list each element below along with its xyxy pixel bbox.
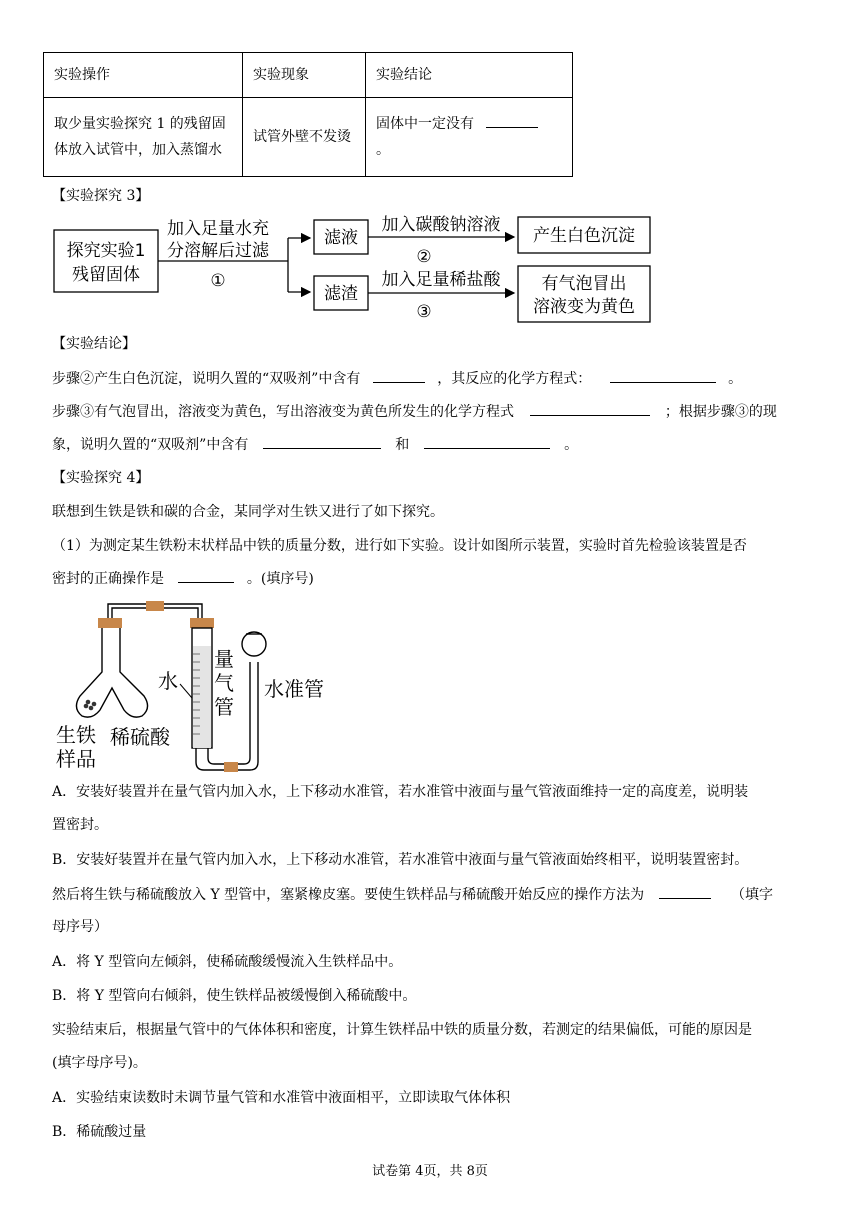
- section-title-4: 【实验探究 4】: [52, 470, 150, 486]
- label-water: 水: [158, 669, 178, 693]
- text-segment: 步骤③有气泡冒出，溶液变为黄色，写出溶液变为黄色所发生的化学方程式: [52, 404, 514, 420]
- result-3-text-1: 有气泡冒出: [541, 274, 627, 294]
- answer-blank[interactable]: [659, 884, 711, 899]
- label-level-tube: 水准管: [264, 677, 324, 701]
- answer-blank[interactable]: [530, 401, 650, 416]
- question-3-line-1: 实验结束后，根据量气管中的气体体积和密度，计算生铁样品中铁的质量分数，若测定的结果偏低，可能的原因是: [52, 1022, 752, 1038]
- table-row: [44, 98, 573, 177]
- conclusion-title: 【实验结论】: [52, 336, 136, 352]
- text-segment: 。(填序号): [246, 571, 314, 587]
- option-a2: A．将 Y 型管向左倾斜，使稀硫酸缓慢流入生铁样品中。: [52, 954, 403, 970]
- section-title-3: 【实验探究 3】: [52, 188, 150, 204]
- paragraph: 联想到生铁是铁和碳的合金，某同学对生铁又进行了如下探究。: [52, 504, 444, 520]
- step-2-marker: ②: [416, 247, 432, 267]
- step-1-marker: ①: [210, 271, 226, 291]
- label-sample-2: 样品: [56, 747, 96, 771]
- apparatus-diagram: [50, 594, 350, 774]
- answer-blank[interactable]: [424, 434, 550, 449]
- text-segment: 步骤②产生白色沉淀，说明久置的“双吸剂”中含有: [52, 371, 361, 387]
- label-acid: 稀硫酸: [110, 725, 170, 749]
- start-text-1: 探究实验1: [66, 241, 146, 261]
- arrow-1-label-1: 加入足量水充: [167, 219, 269, 239]
- operation-line: 体放入试管中，加入蒸馏水: [54, 142, 222, 158]
- filtrate-text: 滤液: [324, 228, 358, 248]
- conclusion-line-1: [52, 368, 742, 389]
- label-gas-tube-2: 气: [214, 671, 234, 695]
- label-gas-tube-1: 量: [214, 647, 234, 671]
- question-2-line-1: [52, 884, 773, 905]
- option-b1: B．安装好装置并在量气管内加入水，上下移动水准管，若水准管中液面与量气管液面始终相平，说明装置密封。: [52, 852, 749, 868]
- start-text-2: 残留固体: [72, 265, 140, 285]
- table-cell-operation: [44, 98, 243, 177]
- step-3-marker: ③: [416, 302, 432, 322]
- level-tube-bulb: [242, 632, 266, 656]
- table-header-cell: 实验现象: [243, 53, 366, 98]
- conclusion-line-2: [52, 401, 777, 422]
- answer-blank[interactable]: [263, 434, 381, 449]
- option-a1-line-2: 置密封。: [52, 817, 108, 833]
- result-3-text-2: 溶液变为黄色: [533, 297, 635, 317]
- question-3-line-2: (填字母序号)。: [52, 1055, 147, 1071]
- option-a3: A．实验结束读数时未调节量气管和水准管中液面相平，立即读取气体体积: [52, 1090, 511, 1106]
- text-segment: ，其反应的化学方程式：: [437, 371, 592, 387]
- text-segment: 和: [395, 437, 410, 453]
- table-header-cell: 实验结论: [366, 53, 573, 98]
- experiment-table: [43, 52, 573, 177]
- text-segment: 。: [728, 371, 743, 387]
- question-1-line-1: （1）为测定某生铁粉末状样品中铁的质量分数，进行如下实验。设计如图所示装置，实验时首先检验该装置是否: [52, 538, 747, 554]
- table-cell-phenomenon: 试管外壁不发烫: [243, 98, 366, 177]
- arrow-3-label: 加入足量稀盐酸: [381, 270, 501, 290]
- label-gas-tube-3: 管: [214, 695, 234, 719]
- operation-line: 取少量实验探究 1 的残留固: [54, 116, 226, 132]
- answer-blank[interactable]: [486, 113, 538, 128]
- option-b3: B．稀硫酸过量: [52, 1124, 147, 1140]
- answer-blank[interactable]: [610, 368, 716, 383]
- question-2-line-2: 母序号）: [52, 919, 108, 935]
- table-cell-conclusion: [366, 98, 573, 177]
- burette-stopper: [190, 618, 214, 628]
- question-1-line-2: [52, 568, 314, 589]
- conclusion-end: 。: [376, 142, 390, 158]
- arrow-2-label: 加入碳酸钠溶液: [381, 215, 501, 235]
- water-pointer: [180, 684, 192, 698]
- residue-text: 滤渣: [324, 284, 358, 304]
- rubber-connector: [146, 601, 164, 611]
- label-sample-1: 生铁: [56, 723, 96, 747]
- text-segment: 象，说明久置的“双吸剂”中含有: [52, 437, 249, 453]
- conclusion-line-3: [52, 434, 578, 455]
- arrow-1-label-2: 分溶解后过滤: [167, 241, 269, 261]
- y-tube-stopper: [98, 618, 122, 628]
- text-segment: 密封的正确操作是: [52, 571, 164, 587]
- text-segment: 然后将生铁与稀硫酸放入 Y 型管中，塞紧橡皮塞。要使生铁样品与稀硫酸开始反应的操作方法为: [52, 887, 645, 903]
- answer-blank[interactable]: [178, 568, 234, 583]
- text-segment: （填字: [731, 887, 774, 903]
- table-header-cell: 实验操作: [44, 53, 243, 98]
- flow-diagram: [52, 208, 662, 330]
- conclusion-text: 固体中一定没有: [376, 116, 474, 132]
- table-header-row: [44, 53, 573, 98]
- option-b2: B．将 Y 型管向右倾斜，使生铁样品被缓慢倒入稀硫酸中。: [52, 988, 417, 1004]
- result-2-text: 产生白色沉淀: [533, 226, 635, 246]
- page-footer: 试卷第 4页，共 8页: [372, 1164, 488, 1179]
- answer-blank[interactable]: [373, 368, 425, 383]
- text-segment: ；根据步骤③的现: [664, 404, 777, 420]
- option-a1-line-1: A．安装好装置并在量气管内加入水，上下移动水准管，若水准管中液面与量气管液面维持一定的高度差，说明装: [52, 784, 749, 800]
- text-segment: 。: [564, 437, 579, 453]
